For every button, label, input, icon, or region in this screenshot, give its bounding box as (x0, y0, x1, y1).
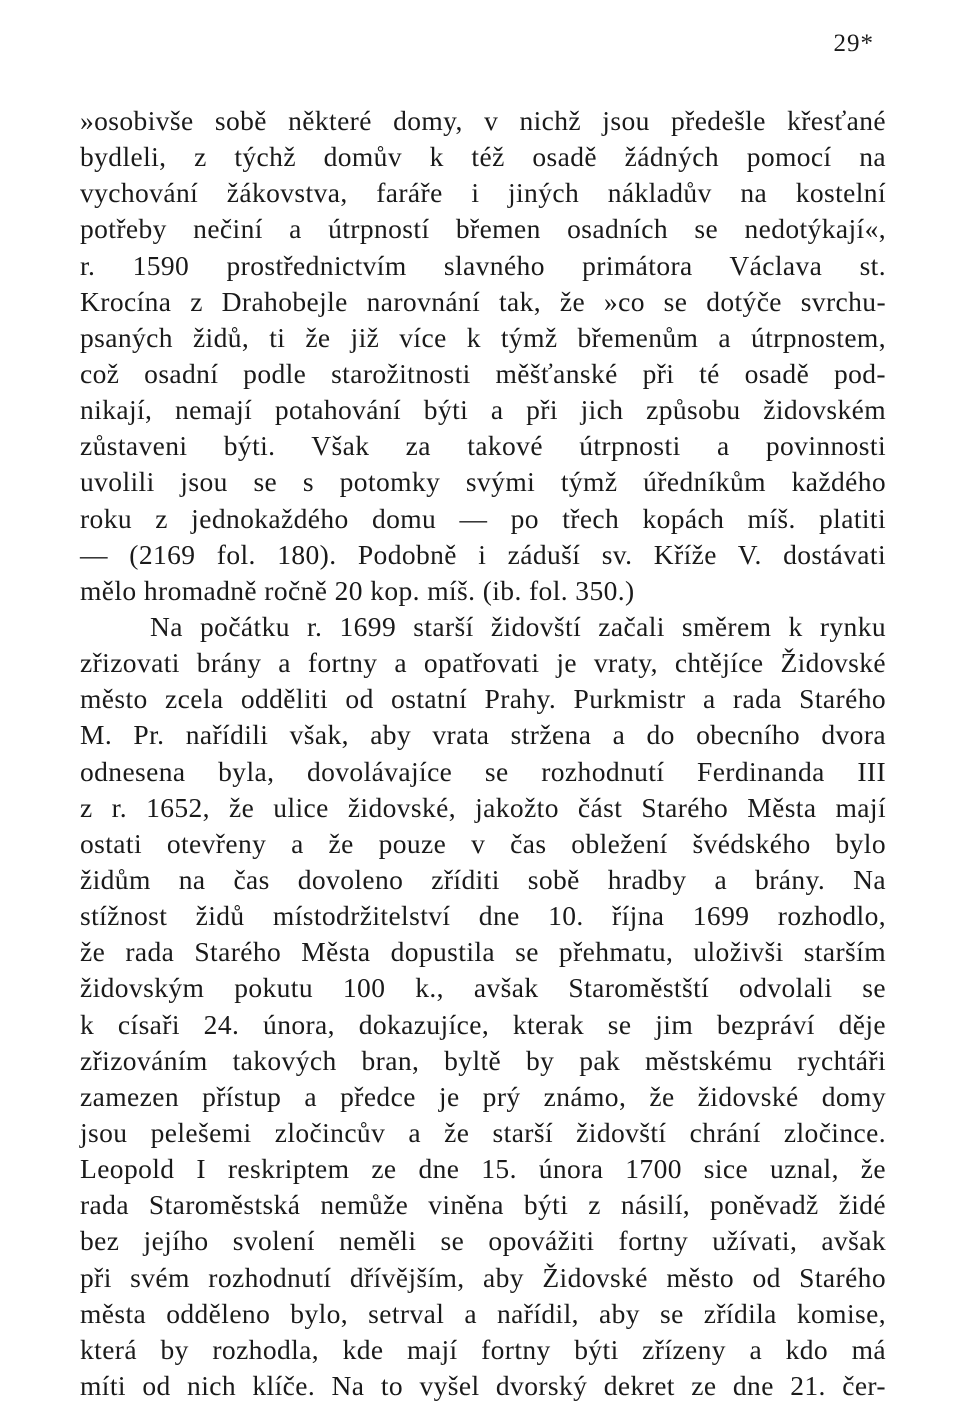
text-line: židovským pokutu 100 k., avšak Staroměstští odvolali se (80, 972, 886, 1004)
text-line: »osobivše sobě některé domy, v nichž jsou předešle křesťané (80, 105, 886, 136)
text-line: židům na čas dovoleno zříditi sobě hradby a brány. Na (80, 863, 886, 895)
text-line: která by rozhodla, kde mají fortny býti zřízeny a kdo má (80, 1333, 886, 1365)
text-line: roku z jednokaždého domu — po třech kopách míš. platiti (80, 502, 886, 534)
text-line: potřeby nečiní a útrpností břemen osadních se nedotýkají«, (80, 213, 886, 245)
text-line: mělo hromadně ročně 20 kop. míš. (ib. fol. 350.) (80, 574, 635, 606)
text-line: uvolili jsou se s potomky svými týmž úředníkům každého (80, 466, 886, 498)
text-line: míti od nich klíče. Na to vyšel dvorský dekret ze dne 21. čer- (80, 1369, 886, 1401)
text-line: zůstaveni býti. Však za takové útrpnosti a povinnosti (80, 430, 886, 462)
text-line: rada Staroměstská nemůže viněna býti z násilí, poněvadž židé (80, 1189, 886, 1221)
text-line: z r. 1652, že ulice židovské, jakožto část Starého Města mají (80, 791, 886, 823)
text-line: což osadní podle starožitnosti měšťanské při té osadě pod- (80, 357, 886, 389)
text-line: stížnost židů místodržitelství dne 10. října 1699 rozhodlo, (80, 900, 886, 932)
text-line: — (2169 fol. 180). Podobně i záduší sv. Kříže V. dostávati (80, 538, 886, 570)
text-line: Leopold I reskriptem ze dne 15. února 1700 sice uznal, že (80, 1153, 886, 1185)
page-number: 29* (833, 30, 874, 57)
text-line: bez jejího svolení neměli se opovážiti fortny užívati, avšak (80, 1225, 886, 1257)
text-line: k císaři 24. února, dokazujíce, kterak se jim bezpráví děje (80, 1008, 886, 1040)
text-line: jsou pelešemi zločincův a že starší židovští chrání zločince. (80, 1116, 886, 1148)
text-line: města odděleno bylo, setrval a nařídil, aby se zřídila komise, (80, 1297, 886, 1329)
text-line: r. 1590 prostřednictvím slavného primátora Václava st. (80, 249, 886, 281)
text-line: nikají, nemají potahování býti a při jich způsobu židovském (80, 394, 886, 426)
text-line: při svém rozhodnutí dřívějším, aby Židovské město od Starého (80, 1261, 886, 1293)
text-line: psaných židů, ti že již více k týmž břemenům a útrpnostem, (80, 321, 886, 353)
text-line: bydleli, z týchž domův k též osadě žádných pomocí na (80, 141, 886, 173)
text-line: ostati otevřeny a že pouze v čas obležení švédského bylo (80, 827, 886, 859)
text-line: Krocína z Drahobejle narovnání tak, že »co se dotýče svrchu- (80, 285, 886, 317)
text-line: že rada Starého Města dopustila se přehmatu, uloživši starším (80, 936, 886, 968)
text-line: vychování žákovstva, faráře i jiných nákladův na kostelní (80, 177, 886, 209)
text-line: M. Pr. nařídili však, aby vrata stržena a do obecního dvora (80, 719, 886, 751)
text-line: Na počátku r. 1699 starší židovští začali směrem k rynku (150, 610, 886, 642)
text-line: zamezen přístup a předce je prý známo, že židovské domy (80, 1080, 886, 1112)
text-line: město zcela odděliti od ostatní Prahy. Purkmistr a rada Starého (80, 683, 886, 715)
text-line: zřizovati brány a fortny a opatřovati je vraty, chtějíce Židovské (80, 647, 886, 679)
body-text (80, 103, 886, 1404)
text-line: zřizováním takových bran, byltě by pak městskému rychtáři (80, 1044, 886, 1076)
text-line: odnesena byla, dovolávajíce se rozhodnutí Ferdinanda III (80, 755, 886, 787)
